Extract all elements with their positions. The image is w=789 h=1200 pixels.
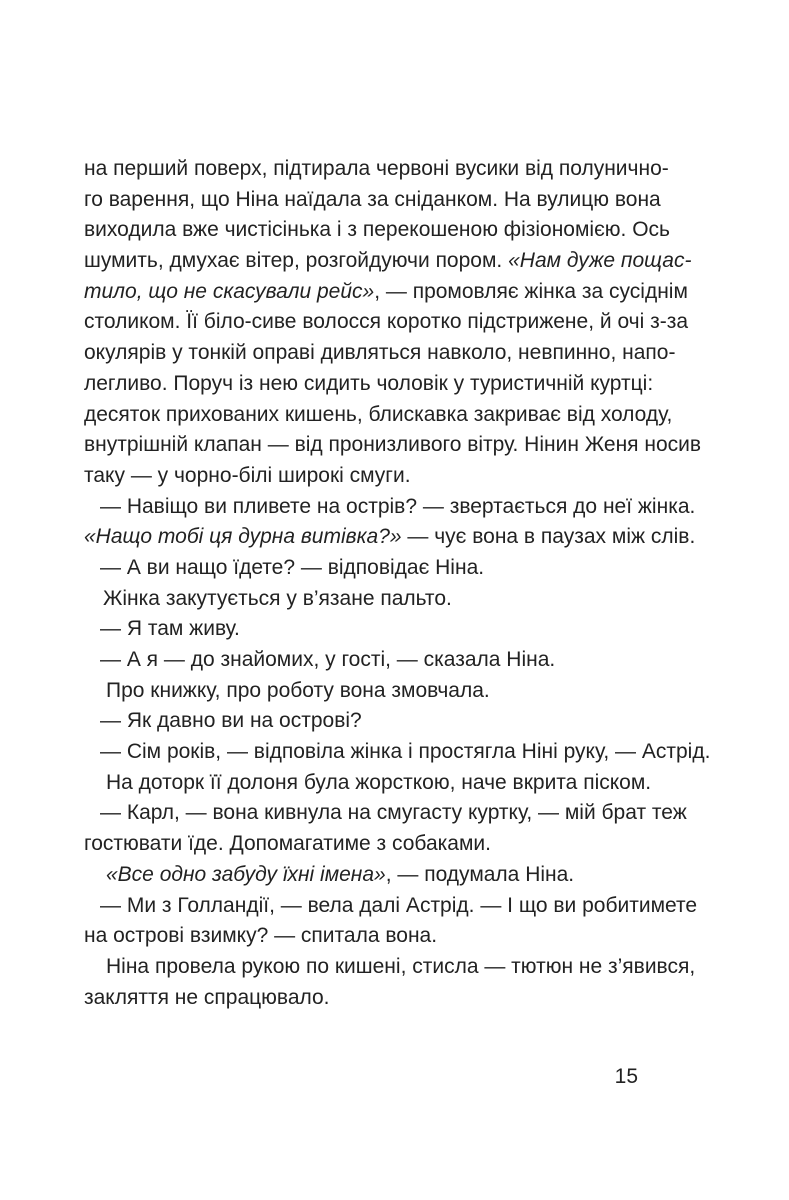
italic-quote: «Все одно забуду їхні імена» [106, 862, 386, 886]
text-span: — чує вона в паузах між слів. [401, 525, 696, 549]
dialogue-line: — Ми з Голландії, — вела далі Астрід. — І що ви робитимете [100, 893, 698, 917]
text-line: столиком. Її біло-сиве волосся коротко підстрижене, й очі з-за [84, 310, 689, 334]
text-line: на острові взимку? — спитала вона. [84, 924, 438, 948]
text-line: десяток прихованих кишень, блискавка закриває від холоду, [84, 402, 673, 426]
text-line: легливо. Поруч із нею сидить чоловік у туристичній куртці: [84, 371, 654, 395]
text-span: шумить, дмухає вітер, розгойдуючи пором. [84, 249, 509, 273]
dialogue-line: — Я там живу. [100, 617, 240, 641]
dialogue-line: — Навіщо ви пливете на острів? — звертається до неї жінка. [100, 494, 696, 518]
text-line: внутрішній клапан — від пронизливого вітру. Нінин Женя носив [84, 433, 702, 457]
page-body-text [84, 154, 711, 1013]
text-line: окулярів у тонкій оправі дивляться навколо, невпинно, напо- [84, 341, 676, 365]
text-span: , — промовляє жінка за сусіднім [374, 279, 688, 303]
italic-quote: «Нащо тобі ця дурна витівка?» [84, 525, 402, 549]
paragraph-line: Про книжку, про роботу вона змовчала. [106, 678, 490, 702]
text-line [84, 246, 692, 277]
paragraph-line: Жінка закутується у в’язане пальто. [103, 586, 452, 610]
page-number: 15 [614, 1065, 638, 1088]
dialogue-line: — Карл, — вона кивнула на смугасту куртку, — мій брат теж [100, 801, 687, 825]
dialogue-line: — А ви нащо їдете? — відповідає Ніна. [100, 555, 485, 579]
text-line: виходила вже чистісінька і з перекошеною фізіономією. Ось [84, 218, 670, 242]
paragraph-line [84, 860, 634, 891]
text-span: , — подумала Ніна. [385, 862, 575, 886]
text-line: на перший поверх, підтирала червоні вусики від полунично- [84, 157, 669, 180]
italic-quote: тило, що не скасували рейс» [84, 279, 375, 303]
text-line: го варення, що Ніна наїдала за сніданком. На вулицю вона [84, 187, 661, 211]
text-line: таку — у чорно-білі широкі смуги. [84, 463, 411, 487]
dialogue-line: — А я — до знайомих, у гості, — сказала Ніна. [100, 648, 556, 671]
paragraph-line: Ніна провела рукою по кишені, стисла — тютюн не з’явився, [106, 954, 696, 978]
dialogue-line: — Сім років, — відповіла жінка і простягла Ніні руку, — Астрід. [100, 740, 711, 764]
dialogue-line: — Як давно ви на острові? [100, 709, 362, 733]
italic-quote: «Нам дуже пощас- [508, 249, 692, 273]
text-line [84, 277, 688, 308]
paragraph-line: На доторк її долоня була жорсткою, наче вкрита піском. [106, 770, 652, 794]
text-line: гостювати їде. Допомагатиме з собаками. [84, 832, 491, 856]
text-line: закляття не спрацювало. [84, 985, 330, 1009]
text-line [84, 522, 696, 553]
